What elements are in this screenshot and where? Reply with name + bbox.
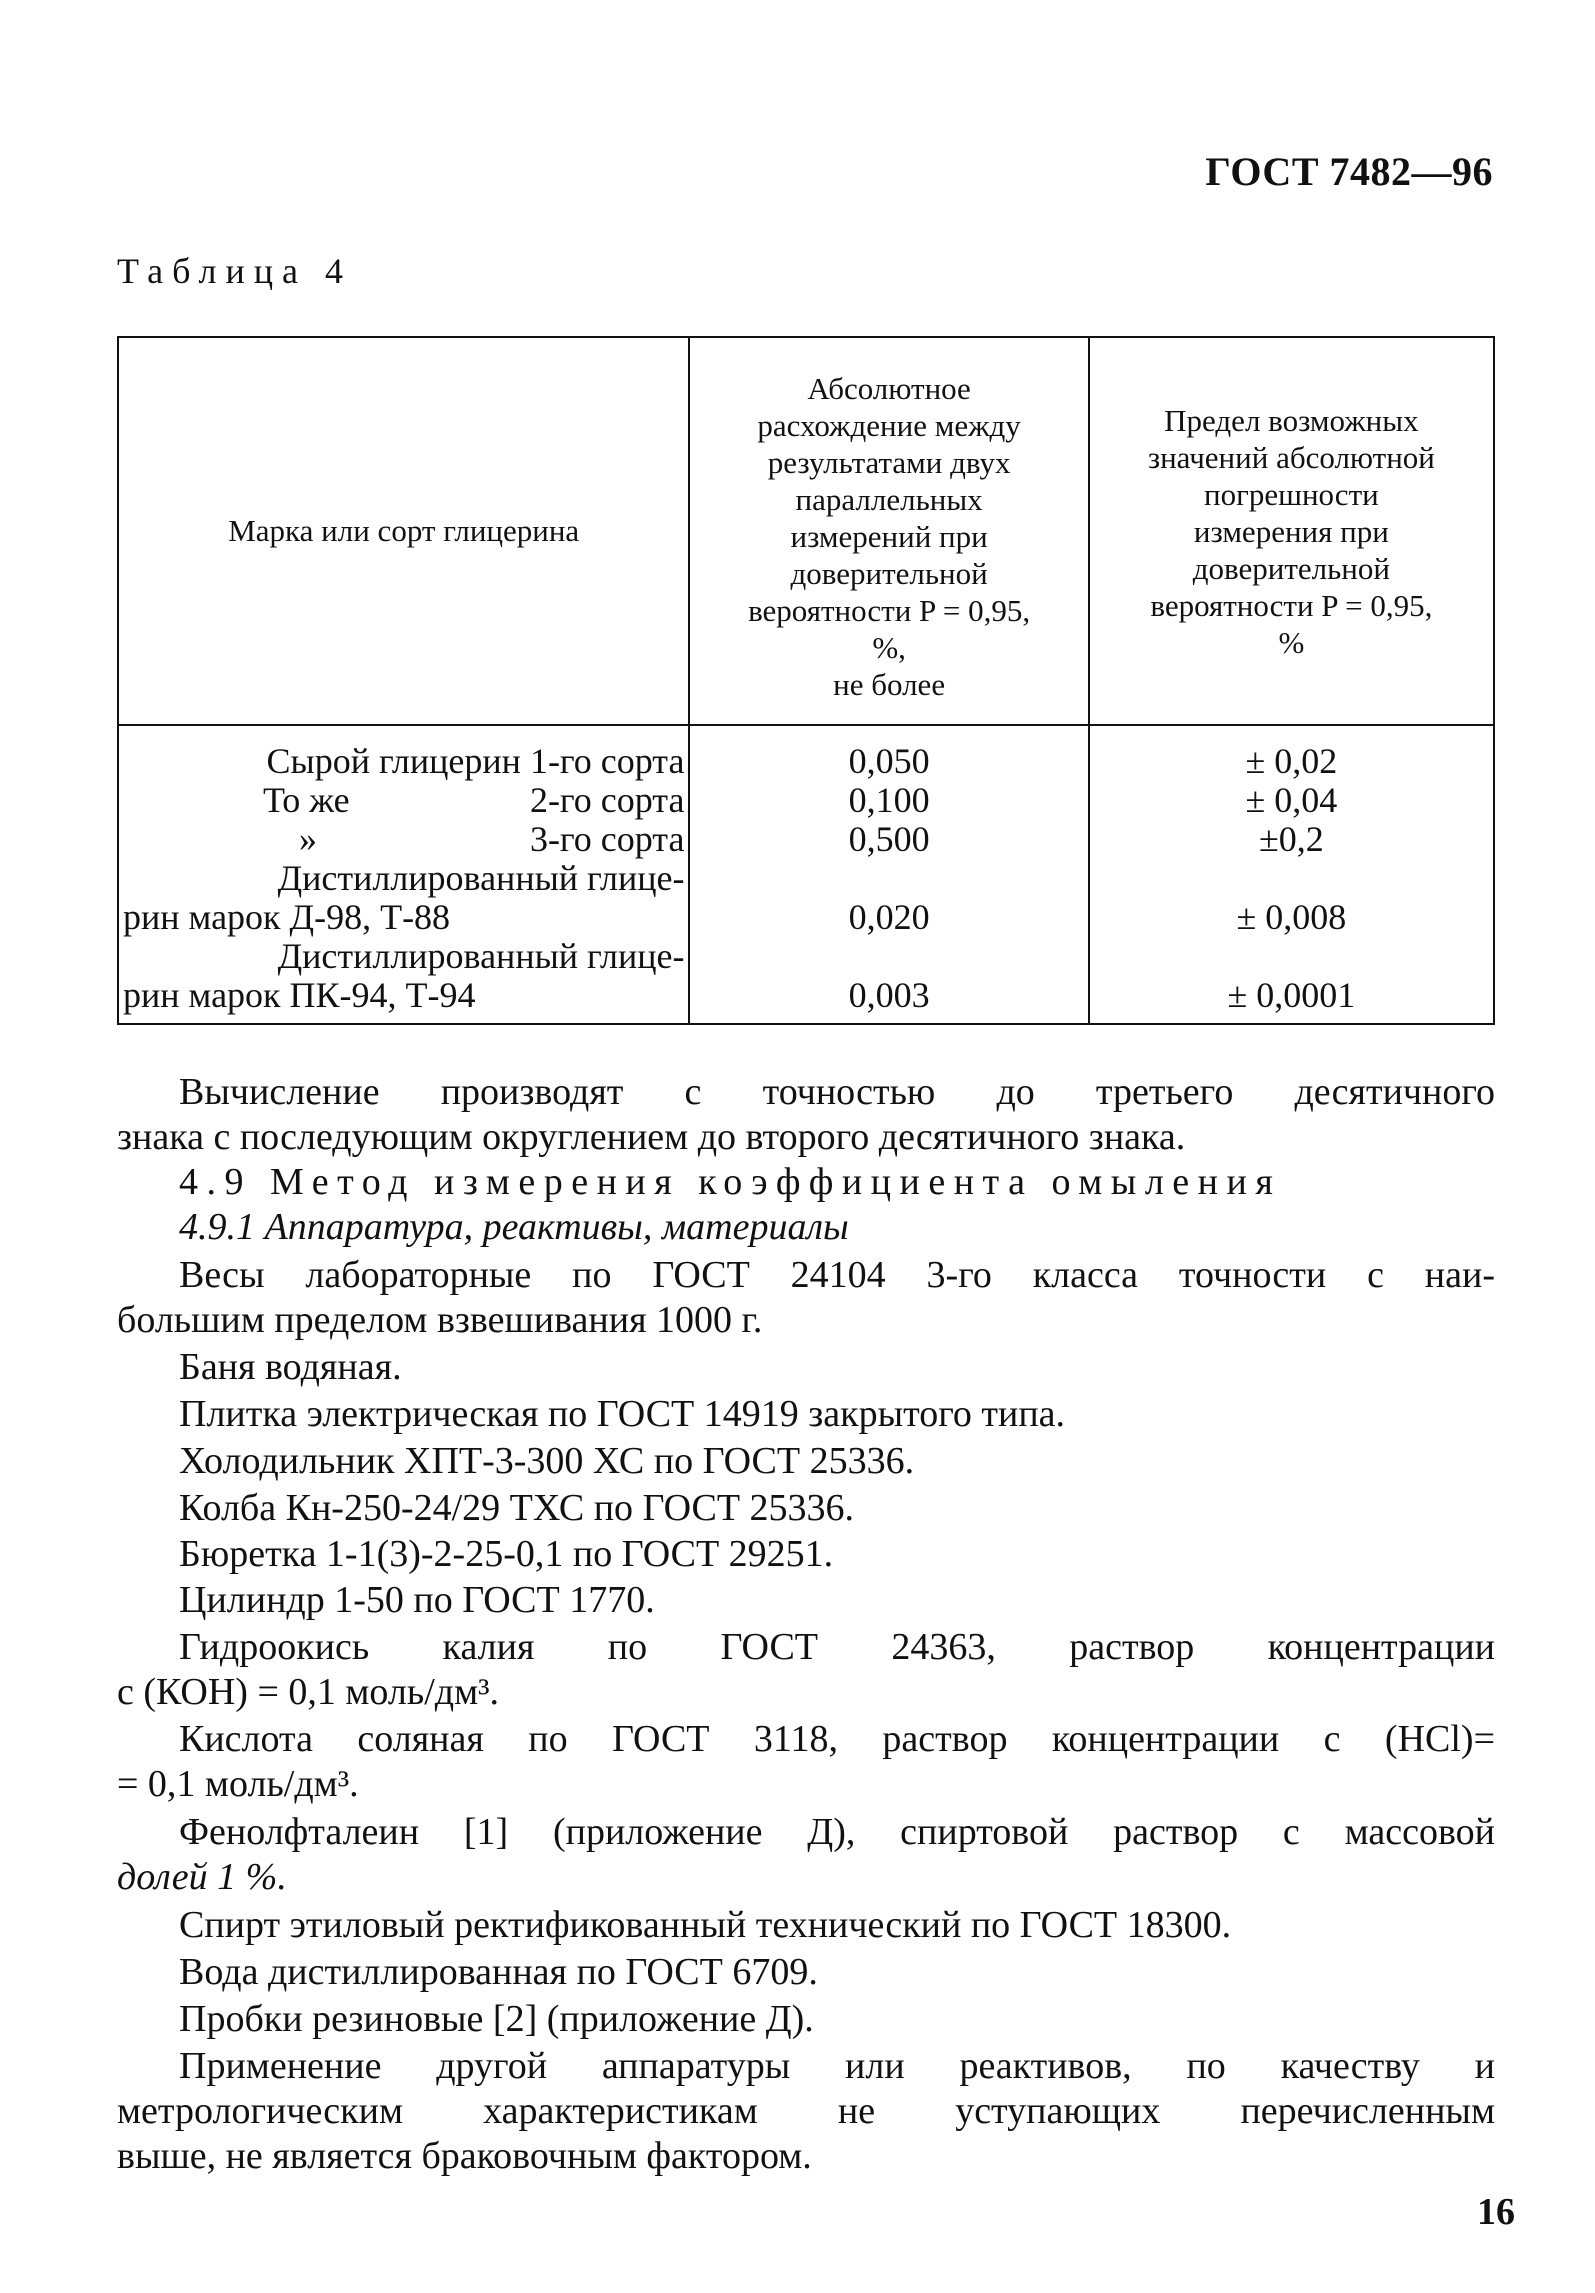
header-abs-difference-line-7: вероятности P = 0,95, (748, 592, 1031, 628)
header-abs-error-limit-line-5: доверительной (1192, 550, 1390, 586)
paragraph-calculation-line2: знака с последующим округлением до второго десятичного знака. (117, 1116, 1186, 1158)
abs-diff-value-5: 0,003 (848, 975, 930, 1015)
paragraph-spirit: Спирт этиловый ректификованный технический по ГОСТ 18300. (179, 1904, 1232, 1946)
paragraph-koh-line2: с (КОН) = 0,1 моль/дм³. (117, 1671, 500, 1713)
paragraph-scales-line1: Весы лабораторные по ГОСТ 24104 3-го класса точности с наи- (179, 1254, 1495, 1296)
row-name-5-line2: рин марок ПК-94, Т-94 (123, 975, 476, 1015)
paragraph-water: Вода дистиллированная по ГОСТ 6709. (179, 1951, 818, 1993)
paragraph-cooler: Холодильник ХПТ-3-300 ХС по ГОСТ 25336. (179, 1440, 915, 1482)
abs-error-value-3: ±0,2 (1258, 819, 1324, 859)
paragraph-plate: Плитка электрическая по ГОСТ 14919 закрытого типа. (179, 1393, 1066, 1435)
header-grade: Марка или сорт глицерина (118, 337, 689, 725)
abs-error-cell (1089, 725, 1494, 1024)
table-caption: Таблица 4 (117, 251, 352, 291)
row-name-3-a: » (299, 819, 317, 859)
section-4-9-1-heading: 4.9.1 Аппаратура, реактивы, материалы (179, 1206, 849, 1248)
abs-error-value-5: ± 0,0001 (1227, 975, 1356, 1015)
paragraph-other-line3: выше, не является браковочным фактором. (117, 2135, 812, 2177)
paragraph-calculation-line1: Вычисление производят с точностью до третьего десятичного (179, 1071, 1495, 1113)
paragraph-hcl-line2: = 0,1 моль/дм³. (117, 1763, 359, 1805)
header-abs-error-limit-line-7: % (1278, 624, 1305, 660)
header-abs-error-limit-line-1: Предел возможных (1164, 402, 1419, 438)
abs-diff-value-4: 0,020 (848, 897, 930, 937)
header-abs-difference-line-3: результатами двух (767, 444, 1011, 480)
paragraph-other-line1: Применение другой аппаратуры или реактивов, по качеству и (179, 2045, 1495, 2087)
paragraph-phenolphthalein-line1: Фенолфталеин [1] (приложение Д), спиртовой раствор с массовой (179, 1811, 1495, 1853)
page-number: 16 (1477, 2191, 1515, 2233)
glycerin-table (117, 336, 1495, 1025)
row-name-2-b: 2-го сорта (529, 780, 685, 820)
row-name-5-line1: Дистиллированный глице- (277, 936, 685, 976)
row-name-1: Сырой глицерин 1-го сорта (266, 741, 685, 781)
abs-diff-value-1: 0,050 (848, 741, 930, 781)
row-name-4-line1: Дистиллированный глице- (277, 858, 685, 898)
header-abs-difference (689, 337, 1088, 725)
header-abs-error-limit (1089, 337, 1494, 725)
header-abs-difference-line-4: параллельных (795, 481, 983, 517)
header-abs-difference-line-6: доверительной (790, 555, 988, 591)
abs-error-value-4: ± 0,008 (1236, 897, 1347, 937)
grade-cell (118, 725, 689, 1024)
paragraph-phenolphthalein-line2: долей 1 %. (117, 1856, 287, 1898)
section-4-9-heading: 4.9 Метод измерения коэффициента омыления (179, 1161, 1282, 1203)
paragraph-hcl-line1: Кислота соляная по ГОСТ 3118, раствор концентрации с (НСl)= (179, 1718, 1495, 1760)
paragraph-flask: Колба Кн-250-24/29 ТХС по ГОСТ 25336. (179, 1487, 855, 1529)
abs-diff-value-2: 0,100 (848, 780, 930, 820)
paragraph-koh-line1: Гидроокись калия по ГОСТ 24363, раствор концентрации (179, 1626, 1495, 1668)
header-abs-difference-line-9: не более (833, 666, 946, 702)
header-abs-difference-line-1: Абсолютное (807, 370, 971, 406)
header-abs-difference-line-5: измерений при (790, 518, 988, 554)
paragraph-cylinder: Цилиндр 1-50 по ГОСТ 1770. (179, 1579, 655, 1621)
header-abs-difference-line-8: %, (872, 629, 906, 665)
paragraph-other-line2: метрологическим характеристикам не уступающих перечисленным (117, 2090, 1495, 2132)
abs-difference-cell (689, 725, 1088, 1024)
abs-diff-value-3: 0,500 (848, 819, 930, 859)
abs-error-value-2: ± 0,04 (1245, 780, 1338, 820)
abs-error-value-1: ± 0,02 (1245, 741, 1338, 781)
paragraph-bath: Баня водяная. (179, 1346, 402, 1388)
row-name-2 (123, 781, 684, 820)
header-abs-error-limit-line-3: погрешности (1204, 476, 1379, 512)
header-abs-error-limit-line-4: измерения при (1193, 513, 1389, 549)
row-name-4-line2: рин марок Д-98, Т-88 (123, 897, 451, 937)
header-abs-difference-line-2: расхождение между (757, 407, 1021, 443)
header-abs-error-limit-line-6: вероятности P = 0,95, (1150, 587, 1433, 623)
paragraph-burette: Бюретка 1-1(3)-2-25-0,1 по ГОСТ 29251. (179, 1533, 834, 1575)
paragraph-scales-line2: большим пределом взвешивания 1000 г. (117, 1299, 763, 1341)
header-abs-error-limit-line-2: значений абсолютной (1147, 439, 1435, 475)
row-name-2-a: То же (263, 780, 350, 820)
row-name-3 (123, 820, 684, 859)
row-name-3-b: 3-го сорта (529, 819, 685, 859)
doc-header: ГОСТ 7482—96 (1205, 149, 1493, 194)
paragraph-plugs: Пробки резиновые [2] (приложение Д). (179, 1998, 814, 2040)
